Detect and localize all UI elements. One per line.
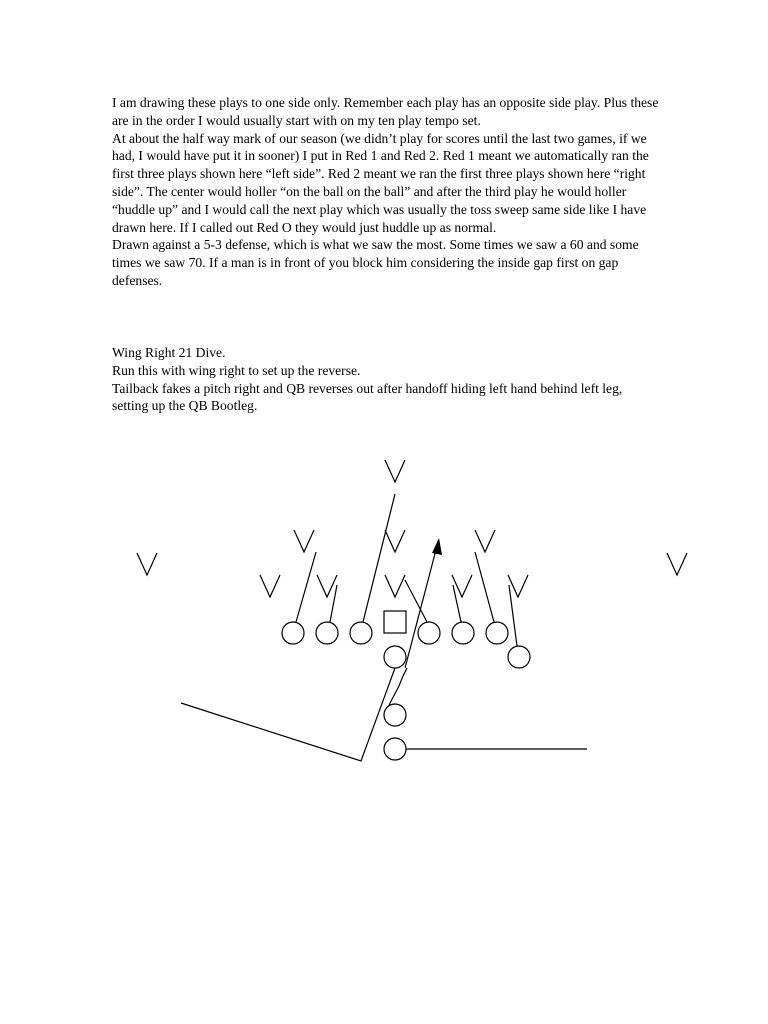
arrow-head-icon xyxy=(432,538,442,555)
quarterback xyxy=(384,646,406,668)
defender-linebacker xyxy=(475,530,495,552)
tailback xyxy=(384,738,406,760)
block-line xyxy=(509,585,517,646)
offensive-lineman xyxy=(316,622,338,644)
intro-paragraph: I am drawing these plays to one side only. Remember each play has an opposite side play. Plus these are in the order I would usually start with on my ten play tempo set. xyxy=(112,95,659,128)
offensive-lineman xyxy=(350,622,372,644)
defender-linebacker xyxy=(385,530,405,552)
intro-text xyxy=(112,94,660,290)
defender-safety xyxy=(385,460,405,482)
defense xyxy=(137,460,687,597)
offense xyxy=(282,611,530,760)
wingback xyxy=(508,646,530,668)
defender-lineman xyxy=(385,575,405,597)
center-square xyxy=(384,611,406,633)
defender-corner-left xyxy=(137,553,157,575)
offensive-lineman xyxy=(452,622,474,644)
block-line xyxy=(363,494,395,622)
intro-paragraph: At about the half way mark of our season (we didn’t play for scores until the last two games, if we had, I would have put it in sooner) I put in Red 1 and Red 2. Red 1 meant we automatically ran the first three plays shown here “left side”. Red 2 meant we ran the first three plays shown here “right side”. The center would holler “on the ball on the ball” and after the third play he would holler “huddle up” and I would call the next play which was usually the toss sweep same side like I have drawn here. If I called out Red O they would just huddle up as normal. xyxy=(112,130,649,235)
defender-lineman xyxy=(260,575,280,597)
offensive-lineman xyxy=(418,622,440,644)
defender-linebacker xyxy=(294,530,314,552)
offensive-lineman xyxy=(282,622,304,644)
defender-lineman xyxy=(508,575,528,597)
block-line xyxy=(330,585,337,622)
handoff-path xyxy=(389,668,407,705)
defender-lineman xyxy=(317,575,337,597)
intro-paragraph: Drawn against a 5-3 defense, which is what we saw the most. Some times we saw a 60 and some times we saw 70. If a man is in front of you block him considering the inside gap first on gap defenses. xyxy=(112,237,639,288)
play-diagram xyxy=(0,440,768,780)
offensive-lineman xyxy=(486,622,508,644)
defender-corner-right xyxy=(667,553,687,575)
block-line xyxy=(296,552,316,622)
dive-path xyxy=(405,546,437,668)
play-note: Tailback fakes a pitch right and QB reverses out after handoff hiding left hand behind left leg, setting up the QB Bootleg. xyxy=(112,380,623,414)
fullback xyxy=(384,704,406,726)
block-line xyxy=(405,580,427,622)
play-description xyxy=(112,344,660,415)
play-title: Wing Right 21 Dive. xyxy=(112,345,226,360)
block-line xyxy=(475,552,494,622)
fake-path xyxy=(181,668,395,761)
play-note: Run this with wing right to set up the reverse. xyxy=(112,362,361,378)
block-line xyxy=(453,585,461,622)
